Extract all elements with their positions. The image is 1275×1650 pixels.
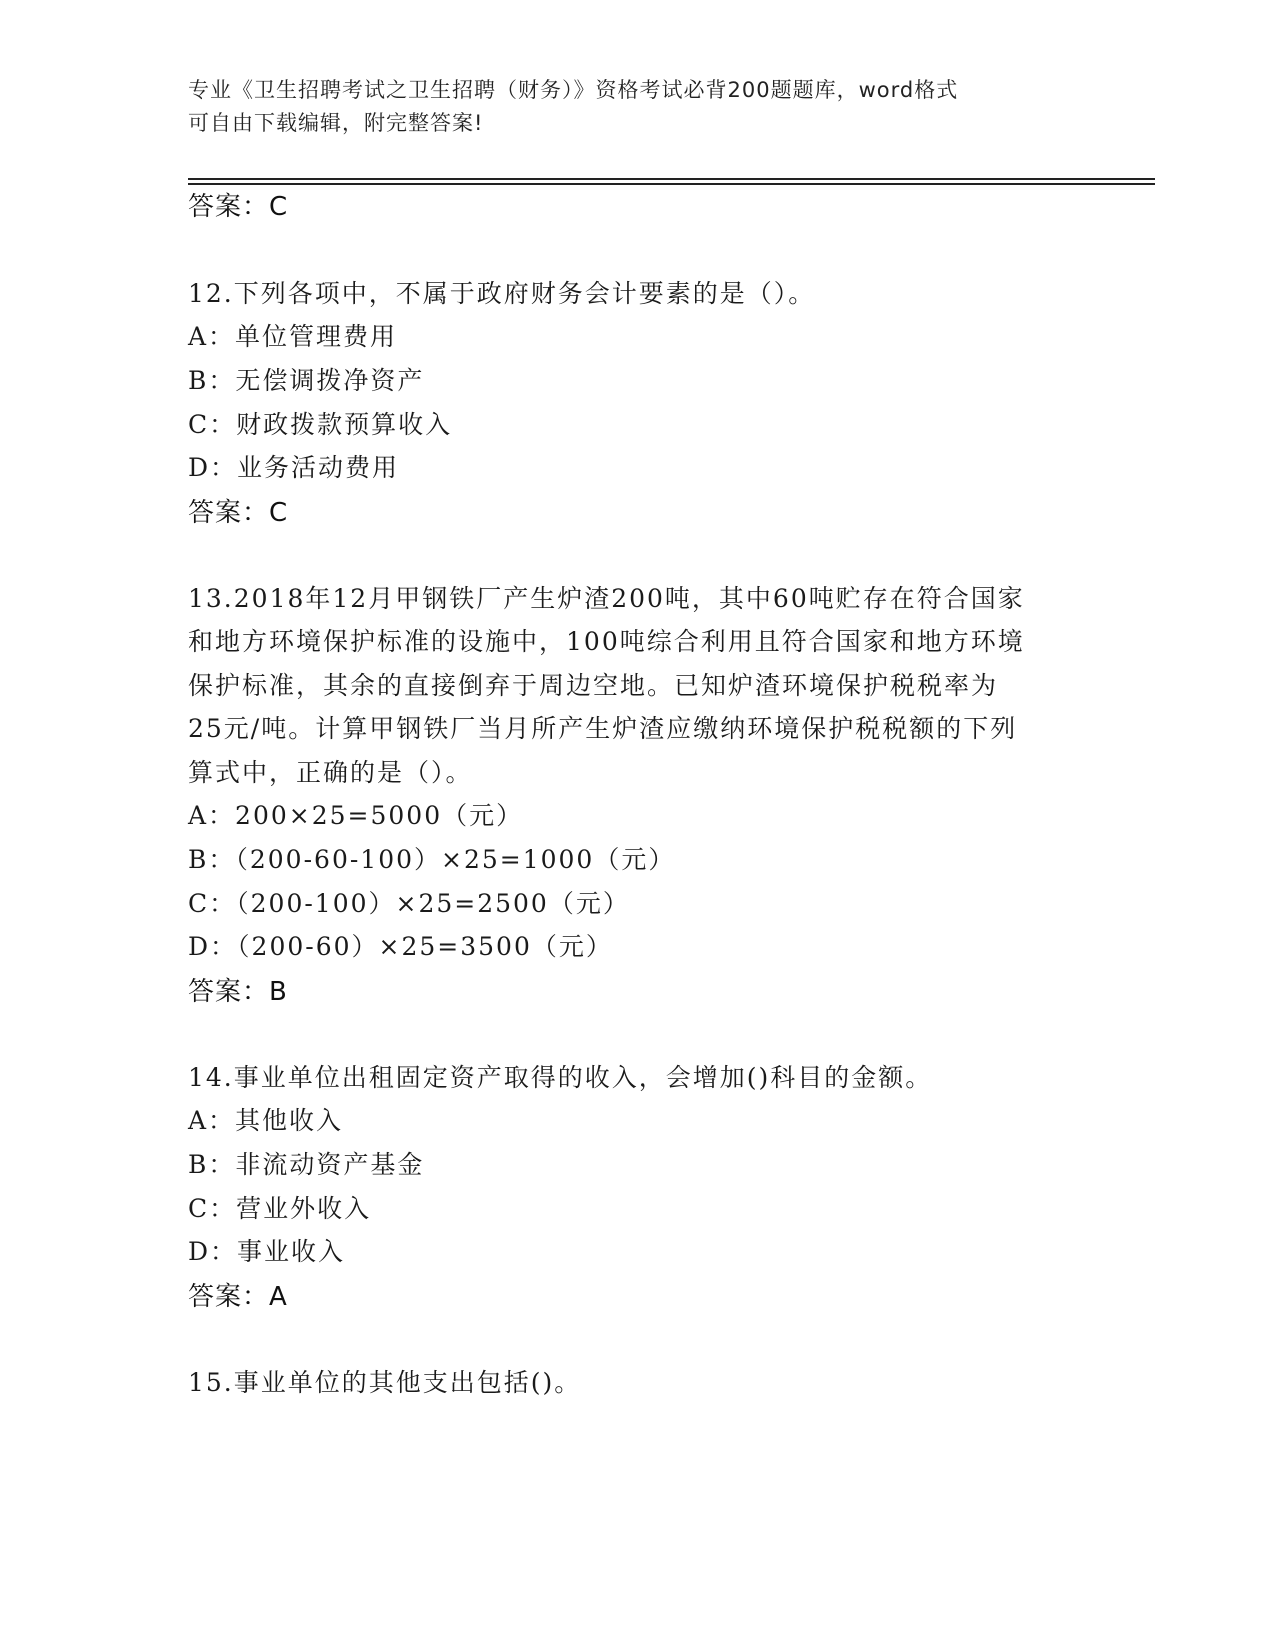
question-13-option-d: D：（200-60）×25=3500（元）	[188, 932, 613, 961]
question-12-answer: 答案：C	[188, 498, 289, 528]
question-14-option-a: A：其他收入	[188, 1106, 344, 1135]
question-13-option-b: B：（200-60-100）×25=1000（元）	[188, 845, 676, 874]
question-14-option-d: D：事业收入	[188, 1237, 346, 1266]
question-14-answer: 答案：A	[188, 1282, 288, 1312]
question-14-stem: 14.事业单位出租固定资产取得的收入，会增加()科目的金额。	[188, 1063, 933, 1092]
header-rule-bottom	[188, 183, 1155, 185]
question-12-option-d: D：业务活动费用	[188, 453, 400, 482]
question-15-stem: 15.事业单位的其他支出包括()。	[188, 1368, 582, 1397]
question-12-option-a: A：单位管理费用	[188, 322, 398, 351]
question-13-stem-line-5: 算式中，正确的是（）。	[188, 758, 473, 787]
header-line-1: 专业《卫生招聘考试之卫生招聘（财务）》资格考试必背200题题库，word格式	[188, 78, 959, 102]
question-13-stem-line-4: 25元/吨。计算甲钢铁厂当月所产生炉渣应缴纳环境保护税税额的下列	[188, 714, 1018, 743]
answer-previous: 答案：C	[188, 192, 289, 222]
header-rule-top	[188, 178, 1155, 180]
question-13-answer: 答案：B	[188, 977, 288, 1007]
question-13-option-a: A：200×25=5000（元）	[188, 801, 524, 830]
question-12-option-c: C：财政拨款预算收入	[188, 410, 453, 439]
question-12-stem: 12.下列各项中，不属于政府财务会计要素的是（）。	[188, 279, 816, 308]
question-14-option-c: C：营业外收入	[188, 1194, 372, 1223]
question-13-stem-line-2: 和地方环境保护标准的设施中，100吨综合利用且符合国家和地方环境	[188, 627, 1025, 656]
question-14-option-b: B：非流动资产基金	[188, 1150, 425, 1179]
document-header	[188, 74, 1068, 140]
question-13-stem-line-1: 13.2018年12月甲钢铁厂产生炉渣200吨，其中60吨贮存在符合国家	[188, 584, 1025, 613]
header-line-2: 可自由下载编辑，附完整答案!	[188, 111, 484, 135]
question-13-option-c: C：（200-100）×25=2500（元）	[188, 889, 630, 918]
question-13-stem-line-3: 保护标准，其余的直接倒弃于周边空地。已知炉渣环境保护税税率为	[188, 671, 999, 700]
question-12-option-b: B：无偿调拨净资产	[188, 366, 425, 395]
